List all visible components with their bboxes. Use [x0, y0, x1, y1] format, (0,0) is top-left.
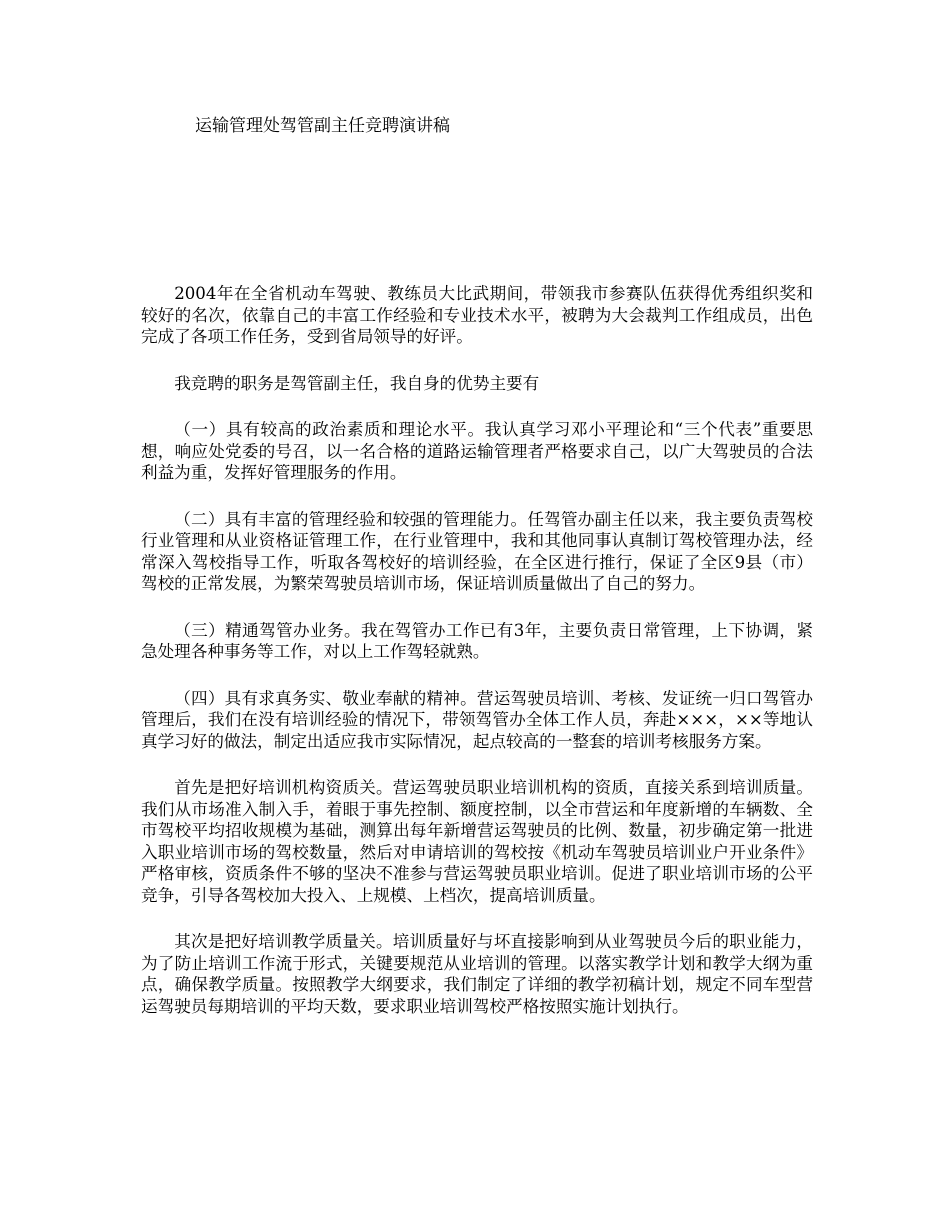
paragraph-3: （一）具有较高的政治素质和理论水平。我认真学习邓小平理论和“三个代表”重要思想，响应处党委的号召，以一名合格的道路运输管理者严格要求自己，以广大驾驶员的合法利益为重，发挥好管理服务的作用。: [141, 420, 813, 482]
paragraph-2: 我竞聘的职务是驾管副主任，我自身的优势主要有: [174, 373, 540, 393]
paragraph-6: （四）具有求真务实、敬业奉献的精神。营运驾驶员培训、考核、发证统一归口驾管办管理后，我们在没有培训经验的情况下，带领驾管办全体工作人员，奔赴×××，××等地认真学习好的做法，制定出适应我市实际情况，起点较高的一整套的培训考核服务方案。: [141, 688, 813, 751]
document-title: 运输管理处驾管副主任竞聘演讲稿: [195, 116, 450, 136]
paragraph-7: 首先是把好培训机构资质关。营运驾驶员职业培训机构的资质，直接关系到培训质量。我们从市场准入制入手，着眼于事先控制、额度控制，以全市营运和年度新增的车辆数、全市驾校平均招收规模为基础，测算出每年新增营运驾驶员的比例、数量，初步确定第一批进入职业培训市场的驾校数量，然后对申请培训的驾校按《机动车驾驶员培训业户开业条件》严格审核，资质条件不够的坚决不准参与营运驾驶员职业培训。促进了职业培训市场的公平竞争，引导各驾校加大投入、上规模、上档次，提高培训质量。: [141, 778, 813, 905]
paragraph-1: 2004年在全省机动车驾驶、教练员大比武期间，带领我市参赛队伍获得优秀组织奖和较好的名次，依靠自己的丰富工作经验和专业技术水平，被聘为大会裁判工作组成员，出色完成了各项工作任务，受到省局领导的好评。: [141, 284, 813, 346]
paragraph-8: 其次是把好培训教学质量关。培训质量好与坏直接影响到从业驾驶员今后的职业能力，为了防止培训工作流于形式，关键要规范从业培训的管理。以落实教学计划和教学大纲为重点，确保教学质量。按照教学大纲要求，我们制定了详细的教学初稿计划，规定不同车型营运驾驶员每期培训的平均天数，要求职业培训驾校严格按照实施计划执行。: [141, 932, 813, 1016]
paragraph-4: （二）具有丰富的管理经验和较强的管理能力。任驾管办副主任以来，我主要负责驾校行业管理和从业资格证管理工作，在行业管理中，我和其他同事认真制订驾校管理办法，经常深入驾校指导工作，听取各驾校好的培训经验，在全区进行推行，保证了全区9县（市）驾校的正常发展，为繁荣驾驶员培训市场，保证培训质量做出了自己的努力。: [141, 509, 813, 593]
paragraph-5: （三）精通驾管办业务。我在驾管办工作已有3年，主要负责日常管理，上下协调，紧急处理各种事务等工作，对以上工作驾轻就熟。: [141, 620, 813, 661]
document-body: [141, 283, 813, 1042]
